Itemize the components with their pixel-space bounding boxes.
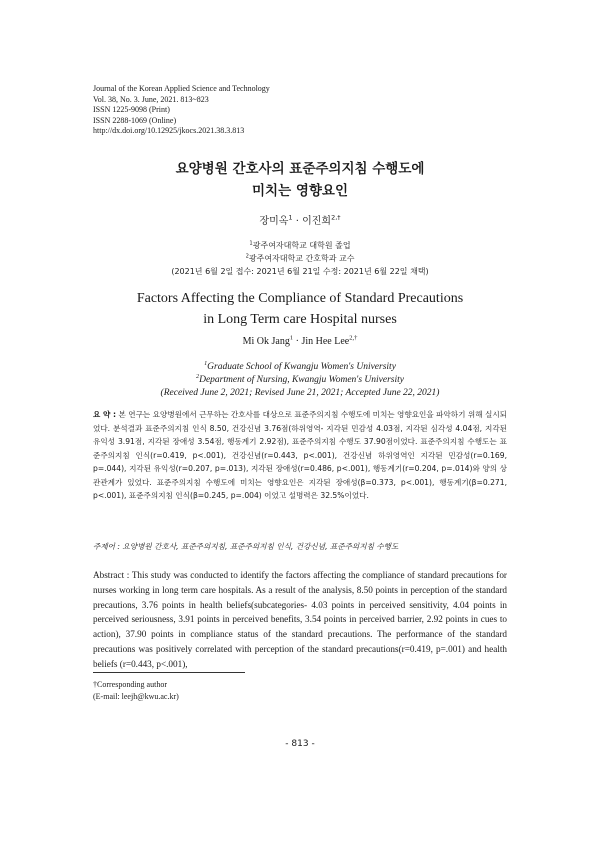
english-affil-1 [0,361,600,374]
issn-online: ISSN 2288-1069 (Online) [93,115,177,125]
footnote-divider [93,672,245,673]
korean-affil-2-sup: 2 [245,253,249,260]
english-abstract [93,568,507,672]
english-title-line1: Factors Affecting the Compliance of Standard Precautions [136,291,464,306]
korean-abstract-label: 요 약 : [93,410,117,419]
korean-abstract [93,408,507,503]
english-author-2: Jin Hee Lee [301,336,350,347]
korean-author-separator: · [292,216,303,227]
corresponding-email: (E-mail: leejh@kwu.ac.kr) [93,692,179,701]
english-dates: (Received June 2, 2021; Revised June 21, 2021; Accepted June 22, 2021) [160,388,440,398]
korean-author-2: 이진희 [302,216,332,227]
english-affiliations [0,361,600,400]
english-affil-1-text: Graduate School of Kwangju Women's University [207,362,396,372]
english-author-separator: · [293,336,302,347]
english-affil-1-sup: 1 [204,360,208,367]
english-affil-2 [0,374,600,387]
korean-abstract-text: 본 연구는 요양병원에서 근무하는 간호사를 대상으로 표준주의지침 수행도에 미치는 영향요인을 파악하기 위해 실시되었다. 분석결과 표준주의지침 인식 8.50, 건강신념 3.76점(하위영역- 지각된 민감성 4.03점, 지각된 심각성 4.04점, 지각된 유익성 3.91점, 지각된 장애성 3.54점, 행동계기 2.92점), 표준주의지침 수행도 37.90점이었다. 표준주의지침 수행도는 표준주의지침 인식(r=0.419, p<.001), 건강신념(r=0.443, p<.001), 건강신념 하위영역인 지각된 민감성(r=0.169, p=.044), 지각된 유익성(r=0.207, p=.013), 지각된 장애성(r=0.486, p<.001), 행동계기(r=0.204, p=.014)와 양의 상관관계가 있었다. 표준주의지침 수행도에 미치는 영향요인은 지각된 장애성(β=0.373, p<.001), 행동계기(β=0.271, p<.001), 표준주의지침 인식(β=0.245, p=.004) 이었고 설명력은 32.5%이었다. [93,410,508,500]
english-title-line2: in Long Term care Hospital nurses [203,312,397,327]
corresponding-author-note: †Corresponding author [93,680,167,689]
korean-author-2-sup: 2,† [331,213,341,222]
english-affil-2-sup: 2 [196,373,200,380]
journal-header [93,84,270,137]
korean-affil-1-text: 광주여자대학교 대학원 졸업 [252,241,351,250]
english-author-1: Mi Ok Jang [242,336,290,347]
english-author-2-sup: 2,† [349,334,358,342]
korean-title [0,158,600,202]
english-abstract-label: Abstract : [93,570,130,580]
english-abstract-text: This study was conducted to identify the factors affecting the compliance of standard precautions for nurses working in long term care hospitals. As a result of the analysis, 8.50 points in perception of the standard precautions, 3.76 points in health beliefs(subcategories- 4.03 points in perceived sensitivity, 4.04 points in perceived seriousness, 3.91 points in perceived benefits, 3.54 points in perceived barrier, 2.92 points in cues to action), 37.90 points in compliance status of the standard precautions. The performance of the standard precautions was positively correlated with perception of the standard precautions(r=0.419, p=.001) and health beliefs (r=0.443, p<.001), [93,570,507,669]
korean-author-1-sup: 1 [288,213,293,222]
korean-affil-1 [0,239,600,252]
issn-print: ISSN 1225-9098 (Print) [93,105,170,115]
footnote [93,679,179,703]
korean-author-1: 장미옥 [259,216,289,227]
korean-affiliations [0,239,600,278]
journal-name: Journal of the Korean Applied Science and Technology [93,84,270,93]
korean-title-line2: 미치는 영향요인 [252,183,348,199]
english-affil-2-text: Department of Nursing, Kwangju Women's University [199,375,404,385]
doi-link[interactable]: http://dx.doi.org/10.12925/jkocs.2021.38.3.813 [93,126,245,136]
korean-affil-1-sup: 1 [249,240,253,247]
korean-dates: (2021년 6월 2일 접수: 2021년 6월 21일 수정: 2021년 6월 22일 채택) [171,267,429,276]
journal-volume: Vol. 38, No. 3. June, 2021. 813~823 [93,94,209,104]
page-number: - 813 - [285,739,315,749]
korean-authors [0,212,600,227]
korean-title-line1: 요양병원 간호사의 표준주의지침 수행도에 [175,161,425,177]
english-authors [0,336,600,347]
korean-keywords: 주제어 : 요양병원 간호사, 표준주의지침, 표준주의지침 인식, 건강신념, 표준주의지침 수행도 [93,542,399,551]
korean-affil-2-text: 광주여자대학교 간호학과 교수 [248,254,355,263]
english-author-1-sup: 1 [289,334,294,342]
korean-affil-2 [0,252,600,265]
english-title [0,288,600,330]
